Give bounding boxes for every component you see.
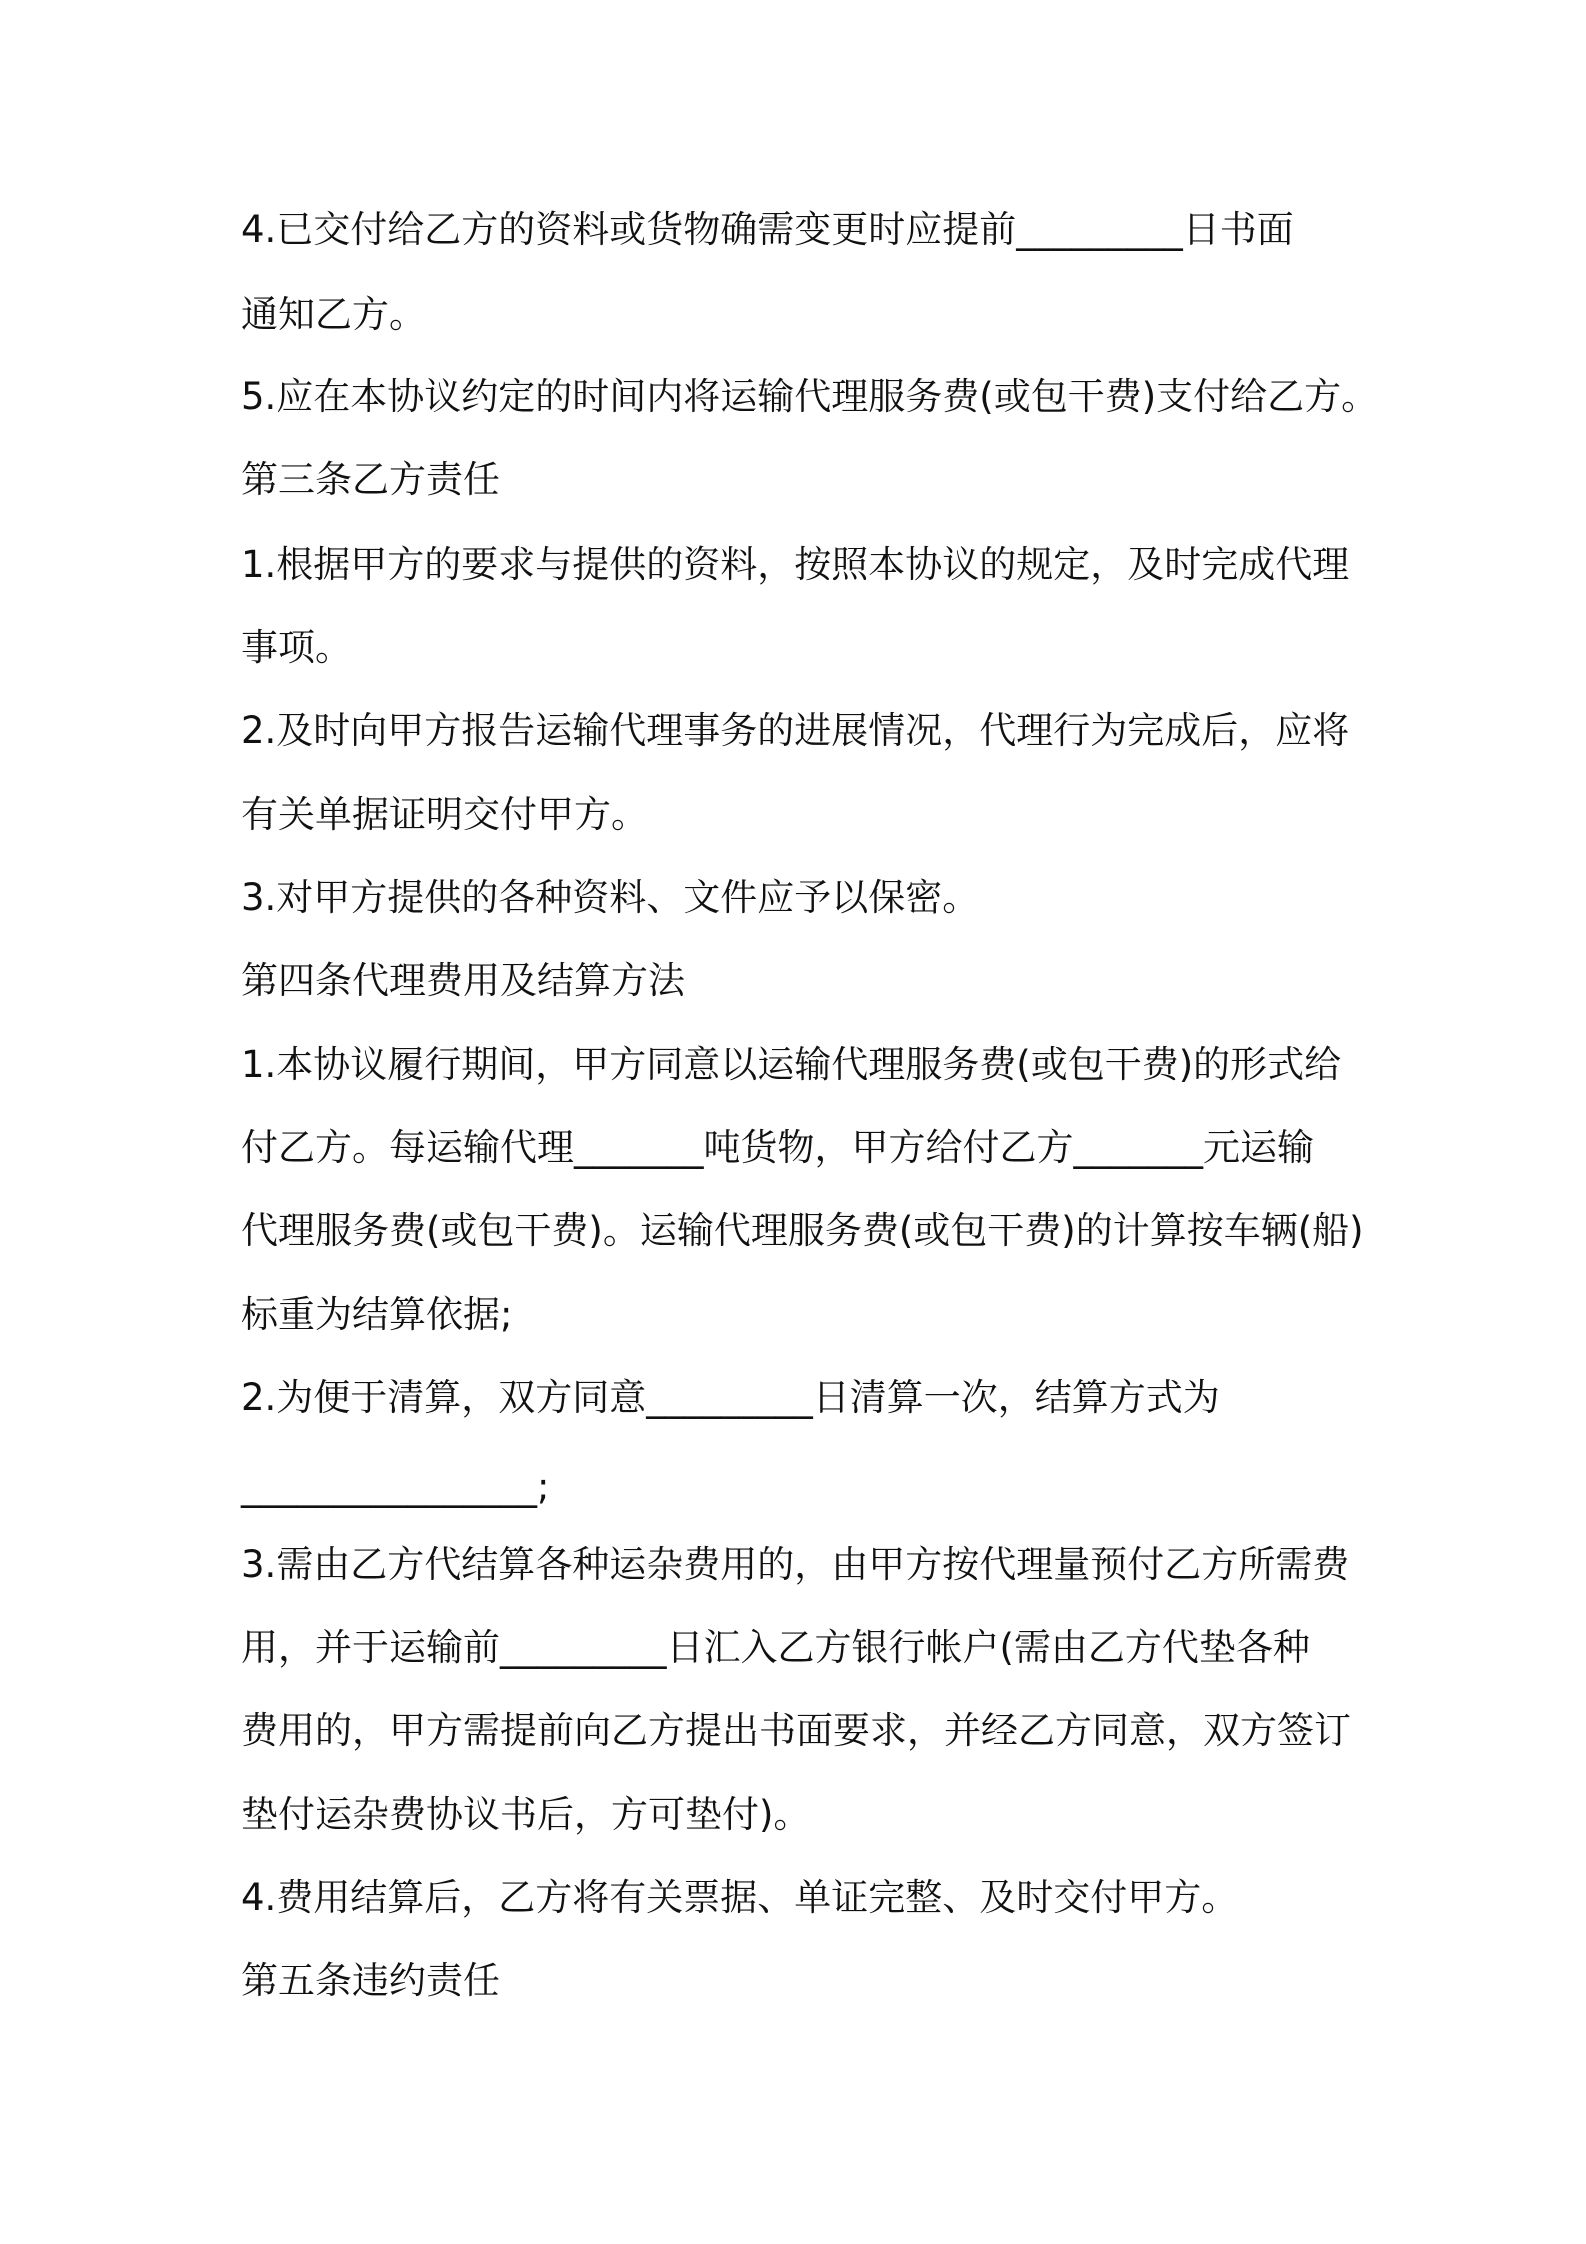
clause-2-item-4-line-1: 4.已交付给乙方的资料或货物确需变更时应提前_________日书面 <box>241 208 1294 251</box>
clause-4-item-4: 4.费用结算后，乙方将有关票据、单证完整、及时交付甲方。 <box>241 1876 1239 1919</box>
clause-4-item-1-line-4: 标重为结算依据; <box>241 1293 513 1336</box>
clause-4-item-3-line-4: 垫付运杂费协议书后，方可垫付)。 <box>241 1793 811 1836</box>
clause-4-item-1-line-3: 代理服务费(或包干费)。运输代理服务费(或包干费)的计算按车辆(船) <box>241 1209 1364 1252</box>
clause-4-item-2-line-1: 2.为便于清算，双方同意_________日清算一次，结算方式为 <box>241 1376 1220 1419</box>
clause-4-item-1-line-1: 1.本协议履行期间，甲方同意以运输代理服务费(或包干费)的形式给 <box>241 1043 1342 1086</box>
clause-5-heading: 第五条违约责任 <box>241 1959 500 2002</box>
clause-3-item-3: 3.对甲方提供的各种资料、文件应予以保密。 <box>241 876 980 919</box>
clause-3-item-2-line-2: 有关单据证明交付甲方。 <box>241 793 648 836</box>
clause-3-item-2-line-1: 2.及时向甲方报告运输代理事务的进展情况，代理行为完成后，应将 <box>241 709 1350 752</box>
clause-4-heading: 第四条代理费用及结算方法 <box>241 959 685 1002</box>
clause-2-item-5: 5.应在本协议约定的时间内将运输代理服务费(或包干费)支付给乙方。 <box>241 375 1379 418</box>
clause-3-item-1-line-2: 事项。 <box>241 626 352 669</box>
clause-3-heading: 第三条乙方责任 <box>241 458 500 501</box>
clause-2-item-4-line-2: 通知乙方。 <box>241 293 426 336</box>
clause-4-item-3-line-1: 3.需由乙方代结算各种运杂费用的，由甲方按代理量预付乙方所需费 <box>241 1543 1350 1586</box>
clause-4-item-2-line-2: ________________; <box>241 1465 550 1508</box>
clause-4-item-3-line-2: 用，并于运输前_________日汇入乙方银行帐户(需由乙方代垫各种 <box>241 1626 1310 1669</box>
clause-4-item-1-line-2: 付乙方。每运输代理_______吨货物，甲方给付乙方_______元运输 <box>241 1126 1314 1169</box>
clause-4-item-3-line-3: 费用的，甲方需提前向乙方提出书面要求，并经乙方同意，双方签订 <box>241 1709 1351 1752</box>
clause-3-item-1-line-1: 1.根据甲方的要求与提供的资料，按照本协议的规定，及时完成代理 <box>241 543 1350 586</box>
